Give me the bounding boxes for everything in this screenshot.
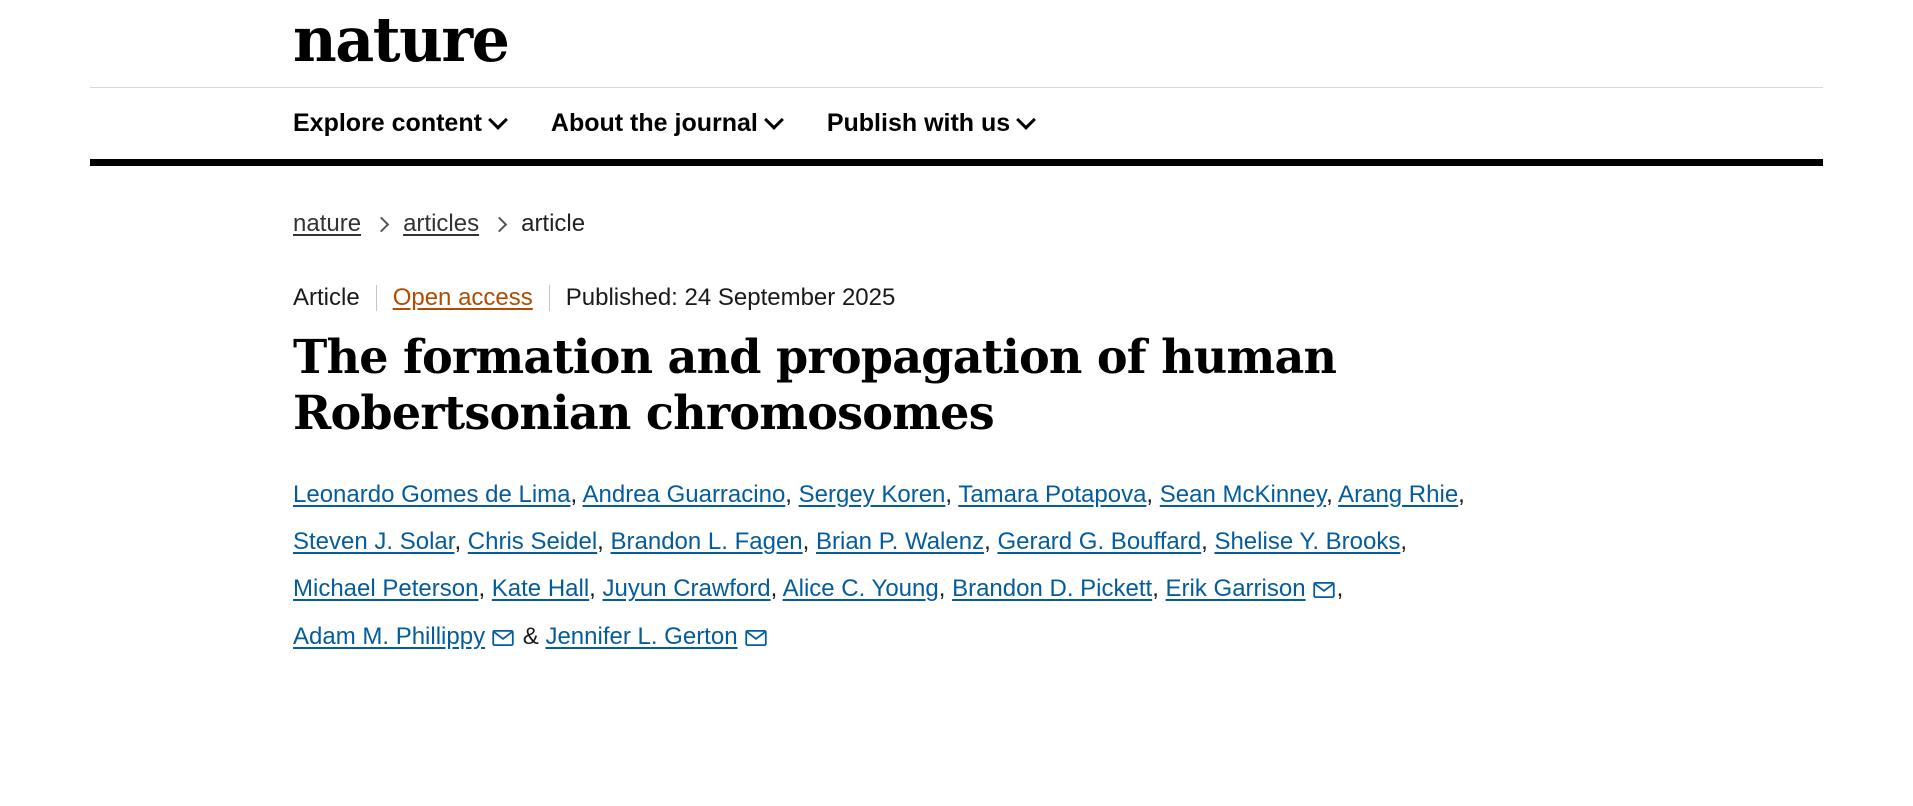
author-link[interactable]: Arang Rhie <box>1338 480 1459 508</box>
author-separator: , <box>770 575 778 603</box>
author-link[interactable]: Michael Peterson <box>293 575 479 603</box>
author-separator: , <box>1336 575 1344 603</box>
author-separator: , <box>589 575 596 603</box>
author-link[interactable]: Sergey Koren <box>798 480 946 508</box>
article-meta <box>293 285 1823 311</box>
author-link[interactable]: Leonardo Gomes de Lima <box>293 480 571 508</box>
article-type: Article <box>293 284 360 311</box>
author-link[interactable]: Juyun Crawford <box>602 575 771 603</box>
author-link[interactable]: Alice C. Young <box>782 575 939 603</box>
meta-divider <box>549 285 550 311</box>
author-separator: , <box>785 480 792 508</box>
nav-item-label: About the journal <box>550 109 758 137</box>
author-link[interactable]: Jennifer L. Gerton <box>545 622 738 650</box>
nav-item-about-the-journal[interactable] <box>551 109 782 138</box>
author-separator: , <box>478 575 486 603</box>
meta-divider <box>376 285 377 311</box>
author-link[interactable]: Chris Seidel <box>467 528 598 556</box>
author-separator: , <box>1201 528 1208 556</box>
author-separator: , <box>1326 480 1333 508</box>
chevron-down-icon <box>1019 113 1034 128</box>
nav-item-explore-content[interactable] <box>293 109 506 138</box>
author-separator: , <box>454 528 462 556</box>
breadcrumb-item-articles[interactable]: articles <box>403 210 480 237</box>
author-separator: , <box>984 528 991 556</box>
open-access-link[interactable]: Open access <box>392 284 533 311</box>
author-separator: & <box>516 622 539 650</box>
author-link[interactable]: Andrea Guarracino <box>582 480 786 508</box>
author-separator: , <box>938 575 946 603</box>
author-link[interactable]: Adam M. Phillippy <box>293 622 486 650</box>
author-separator: , <box>1146 480 1154 508</box>
author-link[interactable]: Kate Hall <box>491 575 590 603</box>
nav-item-label: Publish with us <box>826 109 1011 137</box>
nav-item-label: Explore content <box>293 109 482 137</box>
author-link[interactable]: Tamara Potapova <box>958 480 1147 508</box>
author-separator: , <box>597 528 604 556</box>
author-link[interactable]: Erik Garrison <box>1165 575 1306 603</box>
breadcrumb-item-nature[interactable]: nature <box>293 210 362 237</box>
author-link[interactable]: Brian P. Walenz <box>816 528 985 556</box>
nature-logo[interactable]: nature <box>293 2 509 76</box>
author-link[interactable]: Shelise Y. Brooks <box>1214 528 1401 556</box>
author-separator: , <box>1458 480 1465 508</box>
author-list <box>293 471 1473 660</box>
nav-item-publish-with-us[interactable] <box>827 109 1034 138</box>
author-link[interactable]: Gerard G. Bouffard <box>997 528 1202 556</box>
author-link[interactable]: Sean McKinney <box>1159 480 1327 508</box>
chevron-right-icon <box>494 218 506 230</box>
chevron-right-icon <box>376 218 388 230</box>
author-separator: , <box>802 528 810 556</box>
author-link[interactable]: Steven J. Solar <box>293 528 455 556</box>
author-separator: , <box>945 480 953 508</box>
corresponding-author-email-icon[interactable] <box>492 630 514 646</box>
author-link[interactable]: Brandon L. Fagen <box>610 528 803 556</box>
masthead <box>90 0 1823 88</box>
author-separator: , <box>1400 528 1408 556</box>
article-content <box>293 166 1823 660</box>
page-title: The formation and propagation of human Robertsonian chromosomes <box>293 330 1337 441</box>
chevron-down-icon <box>767 113 782 128</box>
publication-date: Published: 24 September 2025 <box>565 284 896 311</box>
author-link[interactable]: Brandon D. Pickett <box>952 575 1153 603</box>
corresponding-author-email-icon[interactable] <box>1313 582 1335 598</box>
nav-items <box>293 109 1034 138</box>
breadcrumb <box>293 212 1823 236</box>
author-separator: , <box>1152 575 1159 603</box>
chevron-down-icon <box>491 113 506 128</box>
breadcrumb-item-article: article <box>521 210 586 237</box>
corresponding-author-email-icon[interactable] <box>745 630 767 646</box>
primary-navigation <box>90 88 1823 166</box>
author-separator: , <box>570 480 578 508</box>
